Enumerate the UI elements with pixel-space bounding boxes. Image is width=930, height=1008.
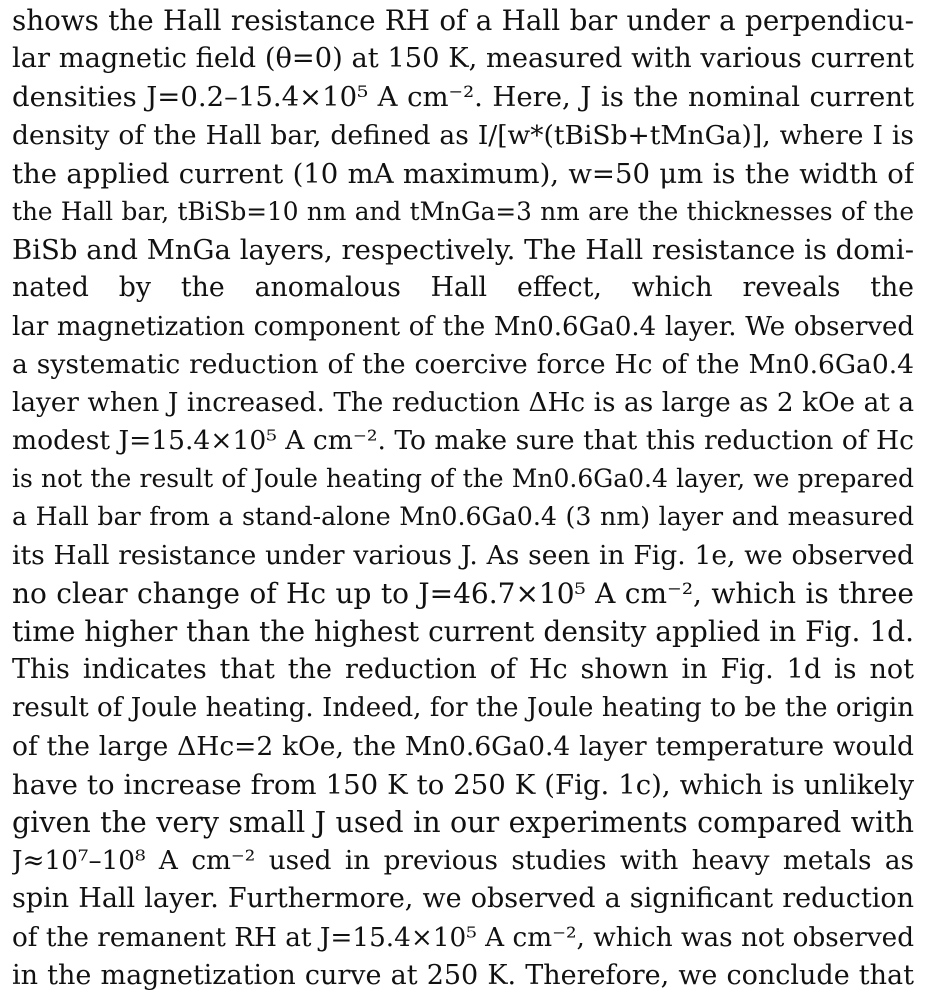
text-line: J≈10⁷–10⁸ A cm⁻² used in previous studies with heavy metals as <box>12 846 914 877</box>
text-line: lar magnetic field (θ=0) at 150 K, measured with various current <box>12 43 914 75</box>
text-line: densities J=0.2–15.4×10⁵ A cm⁻². Here, J is the nominal current <box>12 81 914 114</box>
text-line: have to increase from 150 K to 250 K (Fig. 1c), which is unlikely <box>12 768 914 801</box>
text-line: nated by the anomalous Hall effect, which reveals the <box>12 272 914 304</box>
text-line: layer when J increased. The reduction ΔHc is as large as 2 kOe at a <box>12 387 914 418</box>
text-line: given the very small J used in our experiments compared with <box>12 805 914 839</box>
text-line: the Hall bar, tBiSb=10 nm and tMnGa=3 nm are the thicknesses of the <box>12 196 914 226</box>
text-line: in the magnetization curve at 250 K. Therefore, we conclude that <box>12 959 914 991</box>
text-line: time higher than the highest current density applied in Fig. 1d. <box>12 615 914 648</box>
text-line: a systematic reduction of the coercive force Hc of the Mn0.6Ga0.4 <box>12 348 914 380</box>
text-line: of the large ΔHc=2 kOe, the Mn0.6Ga0.4 layer temperature would <box>12 730 914 762</box>
text-line: its Hall resistance under various J. As seen in Fig. 1e, we observed <box>12 539 914 571</box>
text-line: the applied current (10 mA maximum), w=50 μm is the width of <box>12 157 914 190</box>
text-line: a Hall bar from a stand-alone Mn0.6Ga0.4 (3 nm) layer and measured <box>12 502 914 532</box>
text-line: modest J=15.4×10⁵ A cm⁻². To make sure that this reduction of Hc <box>12 425 914 457</box>
text-line: is not the result of Joule heating of the Mn0.6Ga0.4 layer, we prepared <box>12 464 914 494</box>
text-line: of the remanent RH at J=15.4×10⁵ A cm⁻², which was not observed <box>12 922 914 953</box>
text-line: BiSb and MnGa layers, respectively. The Hall resistance is domi- <box>12 234 914 267</box>
text-line: no clear change of Hc up to J=46.7×10⁵ A cm⁻², which is three <box>12 576 914 610</box>
paper-body-text <box>12 2 914 995</box>
text-line: lar magnetization component of the Mn0.6Ga0.4 layer. We observed <box>12 311 914 342</box>
text-line: This indicates that the reduction of Hc shown in Fig. 1d is not <box>12 654 914 686</box>
text-line: density of the Hall bar, defined as I/[w*(tBiSb+tMnGa)], where I is <box>12 119 914 151</box>
text-line: spin Hall layer. Furthermore, we observed a significant reduction <box>12 883 914 915</box>
text-line: result of Joule heating. Indeed, for the Joule heating to be the origin <box>12 693 914 724</box>
text-line: shows the Hall resistance RH of a Hall bar under a perpendicu- <box>12 4 914 37</box>
